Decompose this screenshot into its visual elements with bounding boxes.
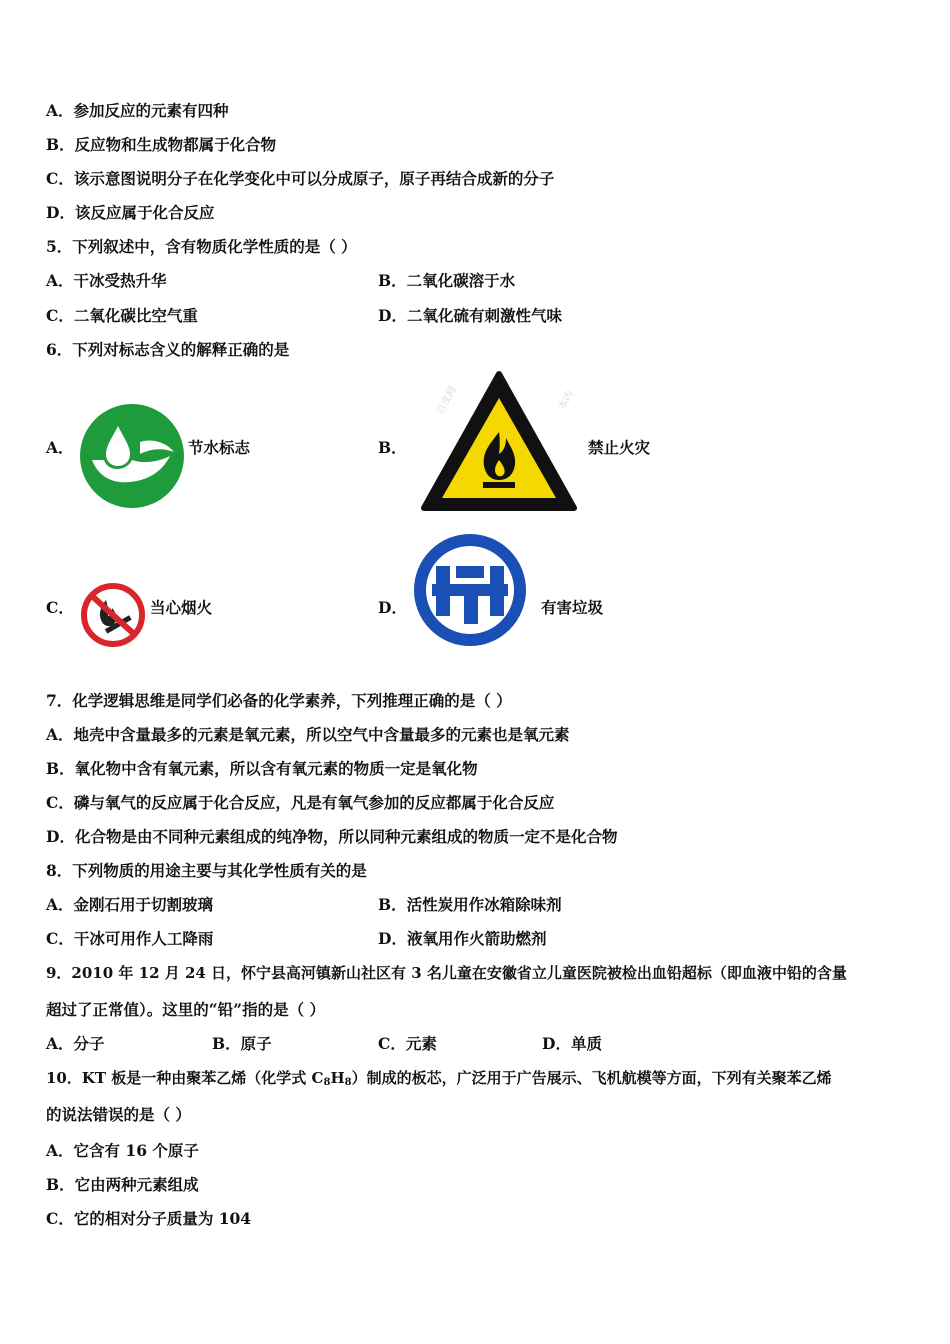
q5-option-d: D．二氧化硫有刺激性气味 bbox=[378, 306, 562, 325]
q5-option-a: A．干冰受热升华 bbox=[46, 271, 167, 290]
q8-option-a: A．金刚石用于切割玻璃 bbox=[46, 895, 214, 914]
q10-stem-pre: 10．KT 板是一种由聚苯乙烯（化学式 C bbox=[46, 1069, 324, 1087]
q6-option-a-letter: A． bbox=[46, 438, 74, 457]
q7-option-d: D．化合物是由不同种元素组成的纯净物，所以同种元素组成的物质一定不是化合物 bbox=[46, 827, 618, 846]
q4-option-d: D．该反应属于化合反应 bbox=[46, 203, 215, 222]
q9-option-c: C．元素 bbox=[378, 1034, 437, 1053]
q4-option-a: A．参加反应的元素有四种 bbox=[46, 101, 229, 120]
q10-formula-sub-c: 8 bbox=[323, 1077, 331, 1088]
q6-option-b-text: 禁止火灾 bbox=[588, 438, 651, 457]
q9-option-b: B．原子 bbox=[212, 1034, 272, 1053]
q10-option-a: A．它含有 16 个原子 bbox=[46, 1141, 199, 1160]
q7-stem: 7．化学逻辑思维是同学们必备的化学素养，下列推理正确的是（ ） bbox=[46, 691, 512, 710]
q8-option-b: B．活性炭用作冰箱除味剂 bbox=[378, 895, 562, 914]
q9-option-d: D．单质 bbox=[542, 1034, 602, 1053]
q8-option-d: D．液氧用作火箭助燃剂 bbox=[378, 929, 547, 948]
q6-option-d-text: 有害垃圾 bbox=[541, 598, 604, 617]
q5-stem: 5．下列叙述中，含有物质化学性质的是（ ） bbox=[46, 237, 357, 256]
q5-option-b: B．二氧化碳溶于水 bbox=[378, 271, 516, 290]
q6-option-c-text: 当心烟火 bbox=[150, 598, 213, 617]
q8-stem: 8．下列物质的用途主要与其化学性质有关的是 bbox=[46, 861, 367, 880]
q9-stem-line2: 超过了正常值）。这里的“铅”指的是（ ） bbox=[46, 1000, 325, 1019]
q6-stem: 6．下列对标志含义的解释正确的是 bbox=[46, 340, 290, 359]
q10-stem-line1 bbox=[46, 1068, 832, 1093]
q10-stem-post: ）制成的板芯，广泛用于广告展示、飞机航模等方面，下列有关聚苯乙烯 bbox=[351, 1069, 832, 1087]
q6-option-a-text: 节水标志 bbox=[188, 438, 251, 457]
q7-option-a: A．地壳中含量最多的元素是氧元素，所以空气中含量最多的元素也是氧元素 bbox=[46, 725, 570, 744]
q6-option-c-letter: C． bbox=[46, 598, 74, 617]
q10-formula-h: H bbox=[330, 1069, 345, 1087]
q6-option-d-letter: D． bbox=[378, 598, 407, 617]
water-saving-sign-icon bbox=[78, 402, 186, 510]
q7-option-c: C．磷与氧气的反应属于化合反应，凡是有氧气参加的反应都属于化合反应 bbox=[46, 793, 555, 812]
q9-option-a: A．分子 bbox=[46, 1034, 105, 1053]
q10-option-c: C．它的相对分子质量为 104 bbox=[46, 1209, 252, 1228]
hazardous-waste-sign-icon bbox=[412, 530, 528, 650]
q6-option-b-letter: B． bbox=[378, 438, 407, 457]
q10-formula-sub-h: 8 bbox=[344, 1077, 352, 1088]
q10-option-b: B．它由两种元素组成 bbox=[46, 1175, 199, 1194]
q4-option-c: C．该示意图说明分子在化学变化中可以分成原子，原子再结合成新的分子 bbox=[46, 169, 555, 188]
no-smoking-fire-sign-icon bbox=[78, 582, 148, 648]
q4-option-b: B．反应物和生成物都属于化合物 bbox=[46, 135, 277, 154]
q5-option-c: C．二氧化碳比空气重 bbox=[46, 306, 198, 325]
q9-stem-line1: 9．2010 年 12 月 24 日，怀宁县高河镇新山社区有 3 名儿童在安徽省立儿童医院被检出血铅超标（即血液中铅的含量 bbox=[46, 964, 847, 982]
q10-stem-line2: 的说法错误的是（ ） bbox=[46, 1105, 191, 1124]
q8-option-c: C．干冰可用作人工降雨 bbox=[46, 929, 214, 948]
q7-option-b: B．氧化物中含有氧元素，所以含有氧元素的物质一定是氧化物 bbox=[46, 759, 478, 778]
